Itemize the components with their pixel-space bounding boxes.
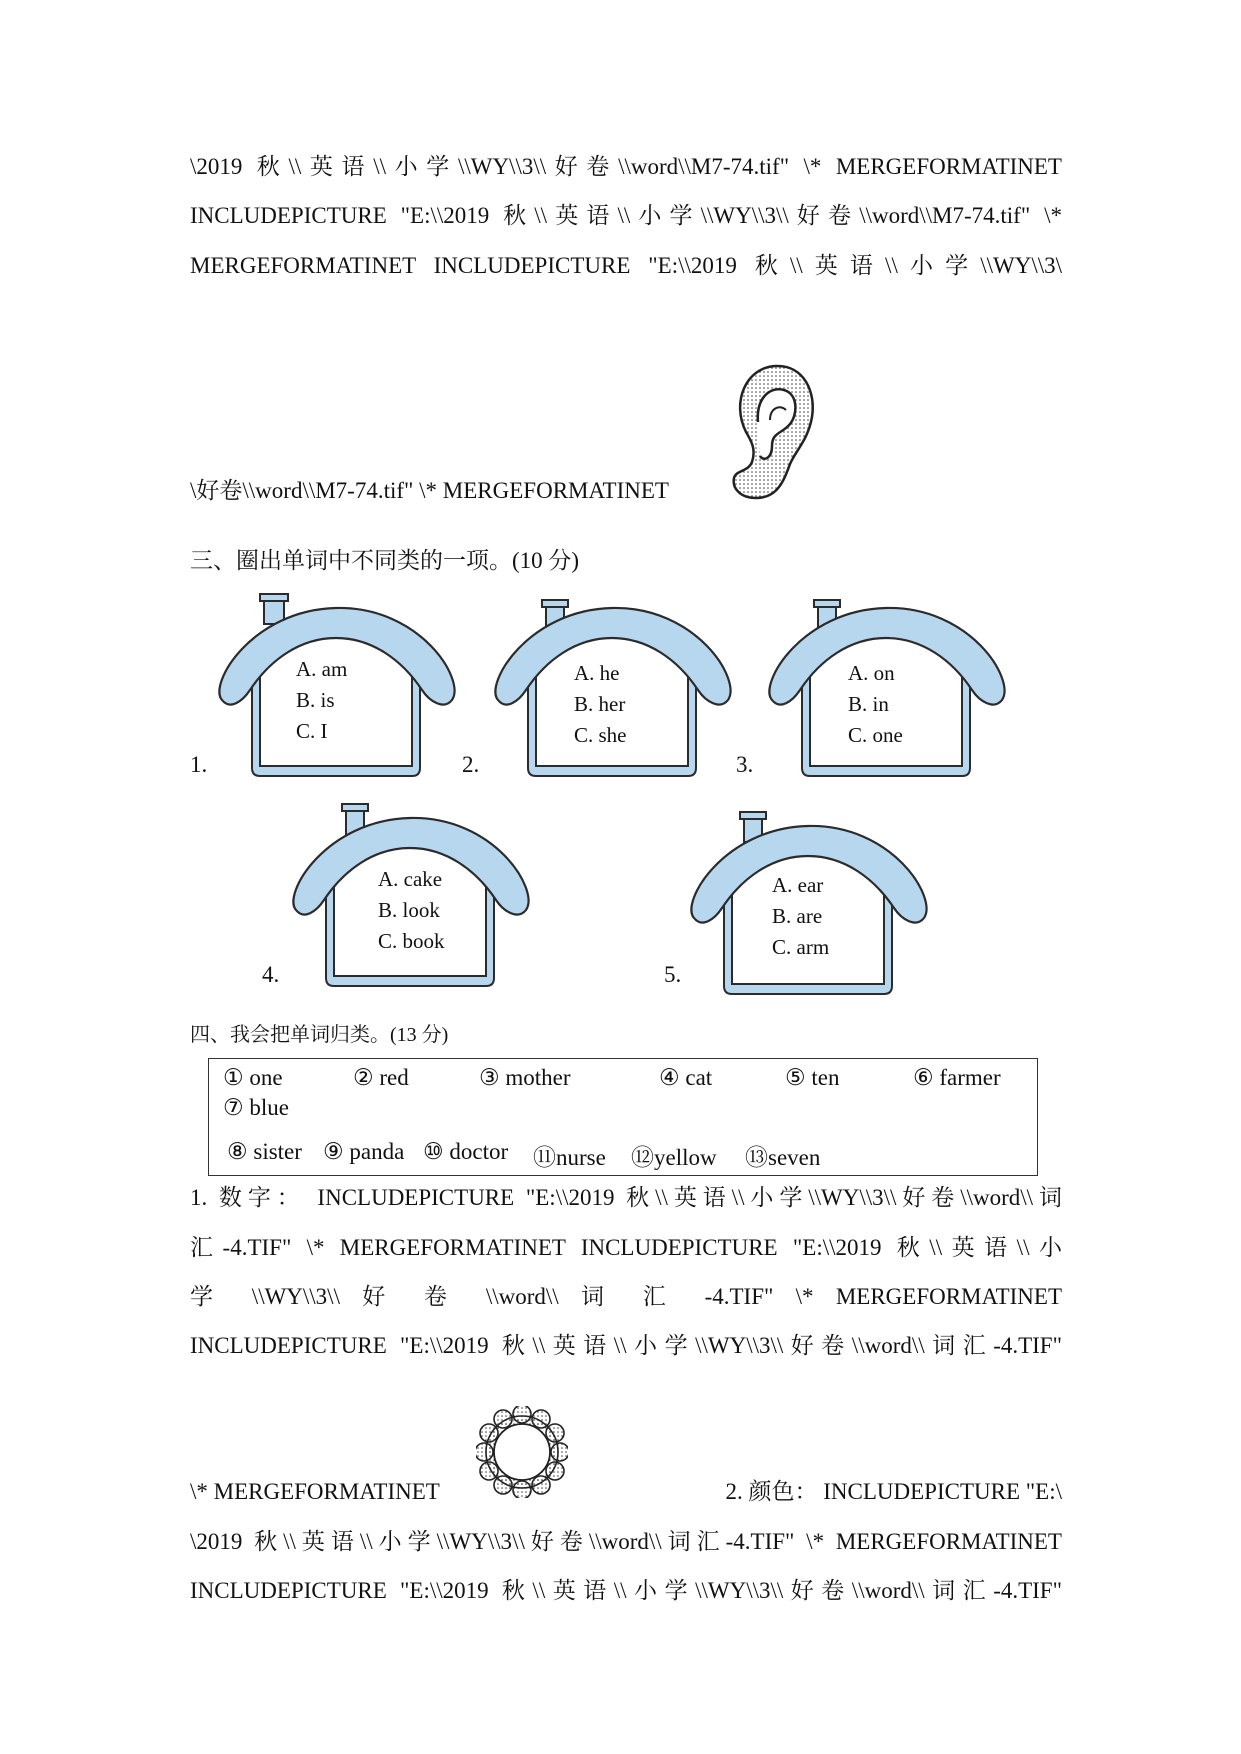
option-c: C. one — [848, 723, 903, 747]
option-b: B. are — [772, 904, 823, 928]
option-a: A. on — [848, 661, 895, 685]
flower-frame-icon — [476, 1406, 568, 1498]
word-item: ⑬seven — [745, 1145, 821, 1170]
option-c: C. she — [574, 723, 627, 747]
question-number: 3. — [736, 752, 754, 777]
house-option-card — [212, 590, 462, 790]
bottom-line-1: \2019 秋\\英语\\小学\\WY\\3\\好卷\\word\\词汇-4.TIF" \* MERGEFORMATINET — [190, 1529, 1062, 1554]
option-a: A. ear — [772, 873, 824, 897]
word-item: ⑧ sister — [227, 1139, 302, 1164]
q2-colors-start: 2. 颜色： INCLUDEPICTURE "E:\ — [725, 1479, 1062, 1504]
word-item: ⑫yellow — [631, 1145, 717, 1170]
option-c: C. book — [378, 929, 445, 953]
section-4-title: 四、我会把单词归类。(13 分) — [190, 1024, 449, 1046]
question-number: 2. — [462, 752, 480, 777]
word-item: ① one — [223, 1065, 283, 1090]
option-a: A. he — [574, 661, 620, 685]
word-item: ② red — [353, 1065, 409, 1090]
house-option-card — [684, 808, 934, 1008]
bottom-line-2: INCLUDEPICTURE "E:\\2019 秋\\英语\\小学\\WY\\3\\好卷\\word\\词汇-4.TIF" — [190, 1578, 1062, 1603]
q1-line-3: 学 \\WY\\3\\ 好 卷 \\word\\ 词 汇 -4.TIF" \* MERGEFORMATINET — [190, 1284, 1062, 1309]
field-code-line-ear: \好卷\\word\\M7-74.tif" \* MERGEFORMATINET — [190, 478, 669, 503]
section-3-title: 三、圈出单词中不同类的一项。(10 分) — [190, 548, 580, 573]
question-number: 4. — [262, 962, 280, 987]
word-item: ④ cat — [659, 1065, 713, 1090]
house-option-card — [488, 590, 738, 790]
word-item: ⑤ ten — [785, 1065, 840, 1090]
option-b: B. in — [848, 692, 889, 716]
field-code-line-flower-left: \* MERGEFORMATINET — [190, 1479, 440, 1504]
field-code-line-2: INCLUDEPICTURE "E:\\2019 秋\\英语\\小学\\WY\\3\\好卷\\word\\M7-74.tif" \* — [190, 203, 1062, 228]
option-a: A. cake — [378, 867, 443, 891]
question-number: 1. — [190, 752, 208, 777]
field-code-line-3: MERGEFORMATINET INCLUDEPICTURE "E:\\2019 秋\\英语\\小学\\WY\\3\ — [190, 253, 1062, 278]
option-b: B. look — [378, 898, 440, 922]
word-bank-box — [208, 1058, 1038, 1176]
option-b: B. her — [574, 692, 626, 716]
word-item: ③ mother — [479, 1065, 571, 1090]
q1-line-4: INCLUDEPICTURE "E:\\2019 秋\\英语\\小学\\WY\\3\\好卷\\word\\词汇-4.TIF" — [190, 1333, 1062, 1358]
option-c: C. arm — [772, 935, 830, 959]
option-a: A. am — [296, 657, 348, 681]
q1-line-1: 1. 数字： INCLUDEPICTURE "E:\\2019 秋\\英语\\小学\\WY\\3\\好卷\\word\\词 — [190, 1185, 1062, 1210]
ear-icon — [726, 362, 816, 502]
word-item: ⑦ blue — [223, 1095, 289, 1120]
house-option-card — [286, 800, 536, 1000]
q1-line-2: 汇-4.TIF" \* MERGEFORMATINET INCLUDEPICTURE "E:\\2019 秋\\英语\\小 — [190, 1235, 1062, 1260]
word-item: ⑪nurse — [533, 1145, 606, 1170]
question-number: 5. — [664, 962, 682, 987]
field-code-line-1: \2019 秋\\英语\\小学\\WY\\3\\好卷\\word\\M7-74.tif" \* MERGEFORMATINET — [190, 154, 1062, 179]
option-b: B. is — [296, 688, 335, 712]
option-c: C. I — [296, 719, 328, 743]
word-item: ⑩ doctor — [423, 1139, 509, 1164]
word-item: ⑥ farmer — [913, 1065, 1001, 1090]
house-option-card — [762, 590, 1012, 790]
word-item: ⑨ panda — [323, 1139, 405, 1164]
